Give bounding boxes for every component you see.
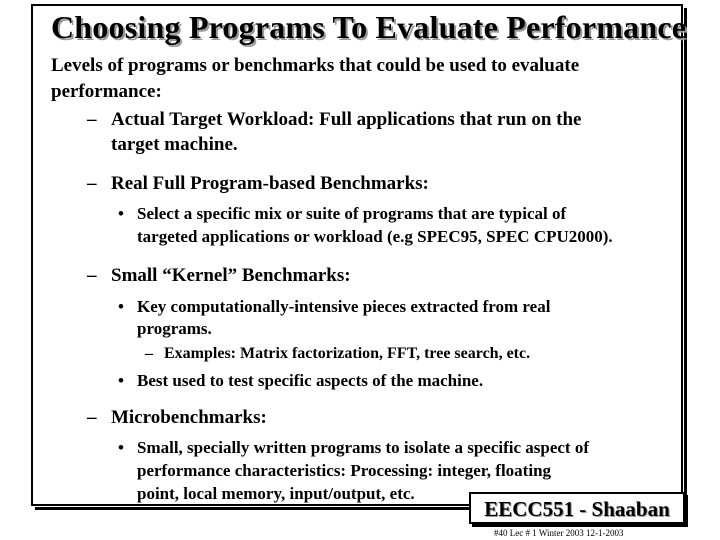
item-microbenchmarks: Microbenchmarks: <box>111 407 267 428</box>
slide-meta: #40 Lec # 1 Winter 2003 12-1-2003 <box>494 528 624 538</box>
bullet-marker: • <box>118 297 124 316</box>
slide-frame <box>31 4 683 506</box>
course-footer-box <box>469 492 685 524</box>
dash-marker: – <box>145 345 153 362</box>
item-key-pieces-line-2: programs. <box>137 319 212 338</box>
bullet-marker: • <box>118 438 124 457</box>
item-small-programs-line-3: point, local memory, input/output, etc. <box>137 484 415 503</box>
bullet-marker: • <box>118 371 124 390</box>
intro-line-1: Levels of programs or benchmarks that could be used to evaluate <box>51 55 580 76</box>
item-small-programs-line-2: performance characteristics: Processing: integer, floating <box>137 461 552 480</box>
intro-line-2: performance: <box>51 81 162 102</box>
item-key-pieces-line-1: Key computationally-intensive pieces extracted from real <box>137 297 551 316</box>
item-kernel-benchmarks: Small “Kernel” Benchmarks: <box>111 265 351 286</box>
item-actual-workload-line-1: Actual Target Workload: Full applications that run on the <box>111 109 582 130</box>
item-select-mix-line-2: targeted applications or workload (e.g SPEC95, SPEC CPU2000). <box>137 227 613 246</box>
slide-title: Choosing Programs To Evaluate Performance <box>51 9 687 45</box>
item-small-programs-line-1: Small, specially written programs to isolate a specific aspect of <box>137 438 590 457</box>
dash-marker: – <box>87 109 97 130</box>
item-select-mix-line-1: Select a specific mix or suite of programs that are typical of <box>137 204 567 223</box>
course-footer-label: EECC551 - Shaaban <box>484 497 670 521</box>
dash-marker: – <box>87 265 97 286</box>
dash-marker: – <box>87 173 97 194</box>
item-real-benchmarks: Real Full Program-based Benchmarks: <box>111 173 429 194</box>
bullet-marker: • <box>118 204 124 223</box>
item-actual-workload-line-2: target machine. <box>111 134 238 155</box>
dash-marker: – <box>87 407 97 428</box>
item-examples: Examples: Matrix factorization, FFT, tree search, etc. <box>164 345 531 362</box>
item-best-used: Best used to test specific aspects of the machine. <box>137 371 484 390</box>
